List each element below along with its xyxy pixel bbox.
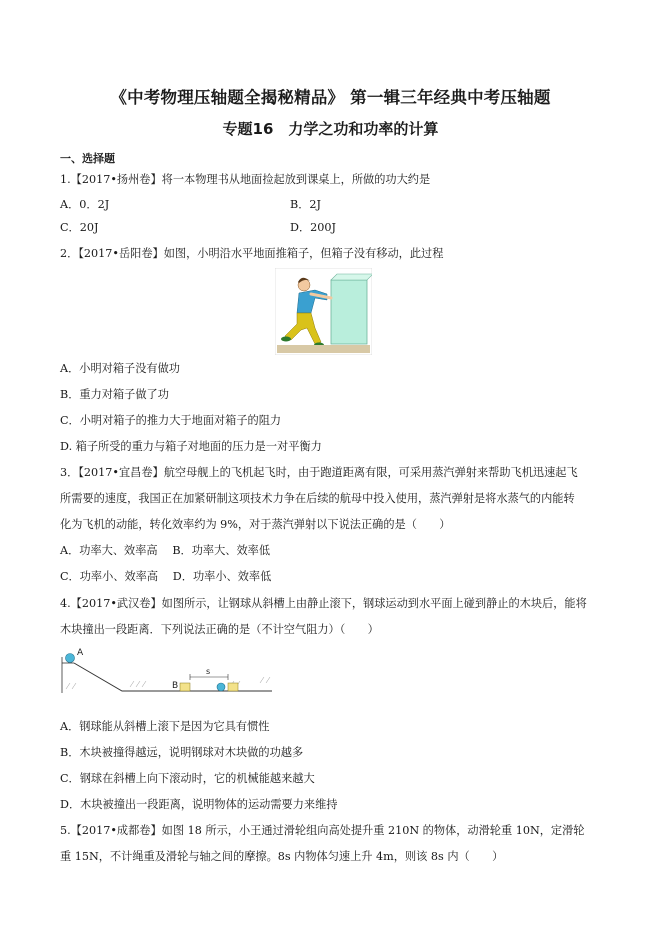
q4-line-1: 4.【2017•武汉卷】如图所示，让钢球从斜槽上由静止滚下，钢球运动到水平面上碰到静止的木块后，能将 — [60, 597, 587, 610]
topic-title: 专题16 力学之功和功率的计算 — [222, 120, 439, 138]
q1-stem: 1.【2017•扬州卷】将一本物理书从地面捡起放到课桌上，所做的功大约是 — [60, 173, 431, 186]
q4-option-d: D．木块被撞出一段距离，说明物体的运动需要力来维持 — [60, 798, 338, 811]
q2-option-c: C．小明对箱子的推力大于地面对箱子的阻力 — [60, 414, 282, 427]
q1-option-d: D．200J — [290, 221, 336, 234]
q2-option-a: A．小明对箱子没有做功 — [60, 362, 180, 375]
q4-line-2: 木块撞出一段距离．下列说法正确的是（不计空气阻力）（ ） — [60, 623, 379, 636]
q2-stem: 2．【2017•岳阳卷】如图，小明沿水平地面推箱子，但箱子没有移动，此过程 — [60, 247, 444, 260]
label-b: B — [172, 681, 179, 691]
label-s: s — [206, 667, 211, 676]
q3-options-cd: C．功率小、效率高 D．功率小、效率低 — [60, 570, 272, 583]
q3-line-1: 3．【2017•宜昌卷】航空母舰上的飞机起飞时，由于跑道距离有限，可采用蒸汽弹射来帮助飞机迅速起飞 — [60, 466, 578, 479]
label-a: A — [77, 648, 84, 658]
q3-line-2: 所需要的速度，我国正在加紧研制这项技术力争在后续的航母中投入使用，蒸汽弹射是将水蒸气的内能转 — [60, 492, 575, 505]
document-title: 《中考物理压轴题全揭秘精品》 第一辑三年经典中考压轴题 — [110, 88, 551, 107]
q2-option-b: B．重力对箱子做了功 — [60, 388, 169, 401]
q1-option-a: A．0．2J — [60, 198, 110, 211]
q4-option-a: A．钢球能从斜槽上滚下是因为它具有惯性 — [60, 720, 270, 733]
ramp-ball-block-figure — [60, 643, 275, 703]
q2-option-d: D. 箱子所受的重力与箱子对地面的压力是一对平衡力 — [60, 440, 322, 453]
q3-line-3: 化为飞机的动能，转化效率约为 9%，对于蒸汽弹射以下说法正确的是（ ） — [60, 518, 451, 531]
q5-line-1: 5.【2017•成都卷】如图 18 所示，小王通过滑轮组向高处提升重 210N 的物体，动滑轮重 10N，定滑轮 — [60, 824, 585, 837]
boy-pushing-box-figure — [275, 268, 372, 355]
section-heading: 一、选择题 — [60, 152, 115, 165]
q4-option-b: B．木块被撞得越远，说明钢球对木块做的功越多 — [60, 746, 304, 759]
q5-line-2: 重 15N，不计绳重及滑轮与轴之间的摩擦。8s 内物体匀速上升 4m，则该 8s 内（ ） — [60, 850, 504, 863]
q1-option-c: C．20J — [60, 221, 99, 234]
q1-option-b: B．2J — [290, 198, 322, 211]
q3-options-ab: A．功率大、效率高 B．功率大、效率低 — [60, 544, 271, 557]
q4-option-c: C．钢球在斜槽上向下滚动时，它的机械能越来越大 — [60, 772, 315, 785]
